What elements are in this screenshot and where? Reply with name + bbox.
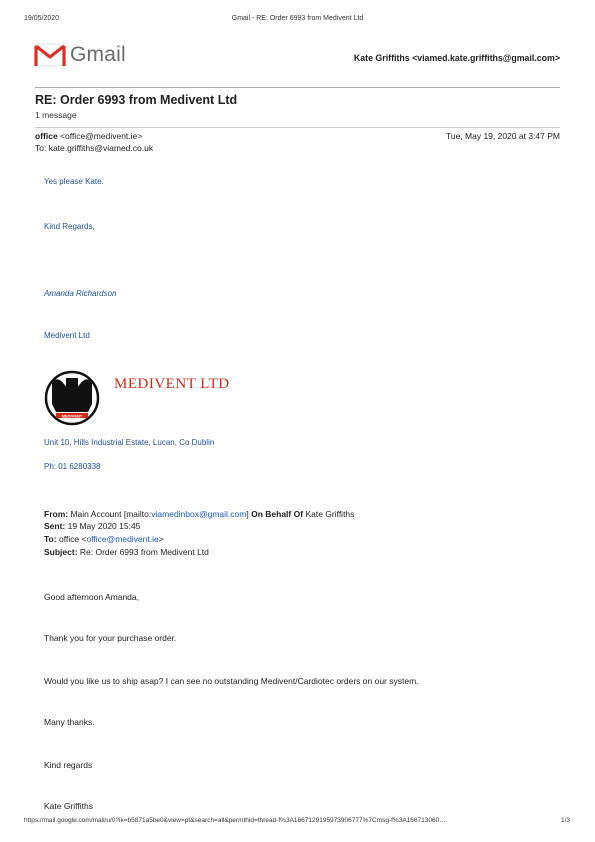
quoted-regards: Kind regards xyxy=(44,760,93,770)
signer-address: Unit 10, Hills Industrial Estate, Lucan, Co Dublin xyxy=(44,438,215,447)
reply-text: Yes please Kate. xyxy=(44,177,104,186)
fwd-from-pre: Main Account [mailto: xyxy=(70,509,152,519)
fwd-sent-label: Sent: xyxy=(44,521,66,531)
fwd-to-label: To: xyxy=(44,534,57,544)
medivent-logo xyxy=(44,370,230,426)
print-date: 19/05/2020 xyxy=(24,15,60,22)
fwd-from xyxy=(44,509,354,519)
fwd-from-label: From: xyxy=(44,509,69,519)
page-number: 1/3 xyxy=(560,817,570,824)
gmail-wordmark: Gmail xyxy=(70,43,126,66)
quoted-name: Kate Griffiths xyxy=(44,801,93,811)
message-count: 1 message xyxy=(35,110,77,120)
thread-subject: RE: Order 6993 from Medivent Ltd xyxy=(35,93,238,107)
signer-company: Medivent Ltd xyxy=(44,331,90,340)
fwd-behalf-label: On Behalf Of xyxy=(251,509,304,519)
quoted-thanks: Many thanks. xyxy=(44,717,95,727)
signer-phone: Ph: 01 6280338 xyxy=(44,462,101,471)
message-recipient: To: kate.griffiths@viamed.co.uk xyxy=(35,143,154,153)
print-url: https://mail.google.com/mail/u/0?ik=b5871a5be0&view=pt&search=all&permthid=thread-f%3A1667129195973906777%7Cmsg-f%3A166713060… xyxy=(24,817,446,824)
gmail-logo xyxy=(34,43,126,67)
fwd-subject-label: Subject: xyxy=(44,547,78,557)
sender-email: <office@medivent.ie> xyxy=(60,131,143,141)
reply-closing: Kind Regards, xyxy=(44,222,95,231)
message-date: Tue, May 19, 2020 at 3:47 PM xyxy=(445,131,560,141)
fwd-subject xyxy=(44,547,209,557)
signer-name: Amanda Richardson xyxy=(44,289,117,298)
quoted-greeting: Good afternoon Amanda, xyxy=(44,592,139,602)
emblem-label: MEDIVENT xyxy=(61,413,83,419)
sender-name: office xyxy=(35,131,58,141)
fwd-behalf-name: Kate Griffiths xyxy=(305,509,355,519)
fwd-from-post: ] xyxy=(246,509,249,519)
medivent-emblem-icon xyxy=(44,370,100,426)
fwd-to xyxy=(44,534,164,544)
quoted-line-2: Would you like us to ship asap? I can see no outstanding Medivent/Cardiotec orders on our system. xyxy=(44,676,419,686)
message-sender xyxy=(35,131,142,141)
message-divider xyxy=(35,127,560,128)
header-divider xyxy=(35,87,560,88)
print-title: Gmail - RE: Order 6993 from Medivent Ltd xyxy=(231,15,364,22)
fwd-subject-value: Re: Order 6993 from Medivent Ltd xyxy=(79,547,209,557)
fwd-to-link[interactable]: office@medivent.ie xyxy=(86,534,159,544)
medivent-wordmark: MEDIVENT LTD xyxy=(114,376,230,392)
account-label: Kate Griffiths <viamed.kate.griffiths@gmail.com> xyxy=(353,53,560,63)
fwd-sent xyxy=(44,521,140,531)
fwd-to-post: > xyxy=(158,534,164,544)
gmail-m-icon xyxy=(34,43,66,67)
fwd-sent-value: 19 May 2020 15:45 xyxy=(67,521,141,531)
quoted-line-1: Thank you for your purchase order. xyxy=(44,633,177,643)
fwd-from-link[interactable]: viamedinbox@gmail.com xyxy=(151,509,247,519)
fwd-to-pre: office < xyxy=(58,534,87,544)
